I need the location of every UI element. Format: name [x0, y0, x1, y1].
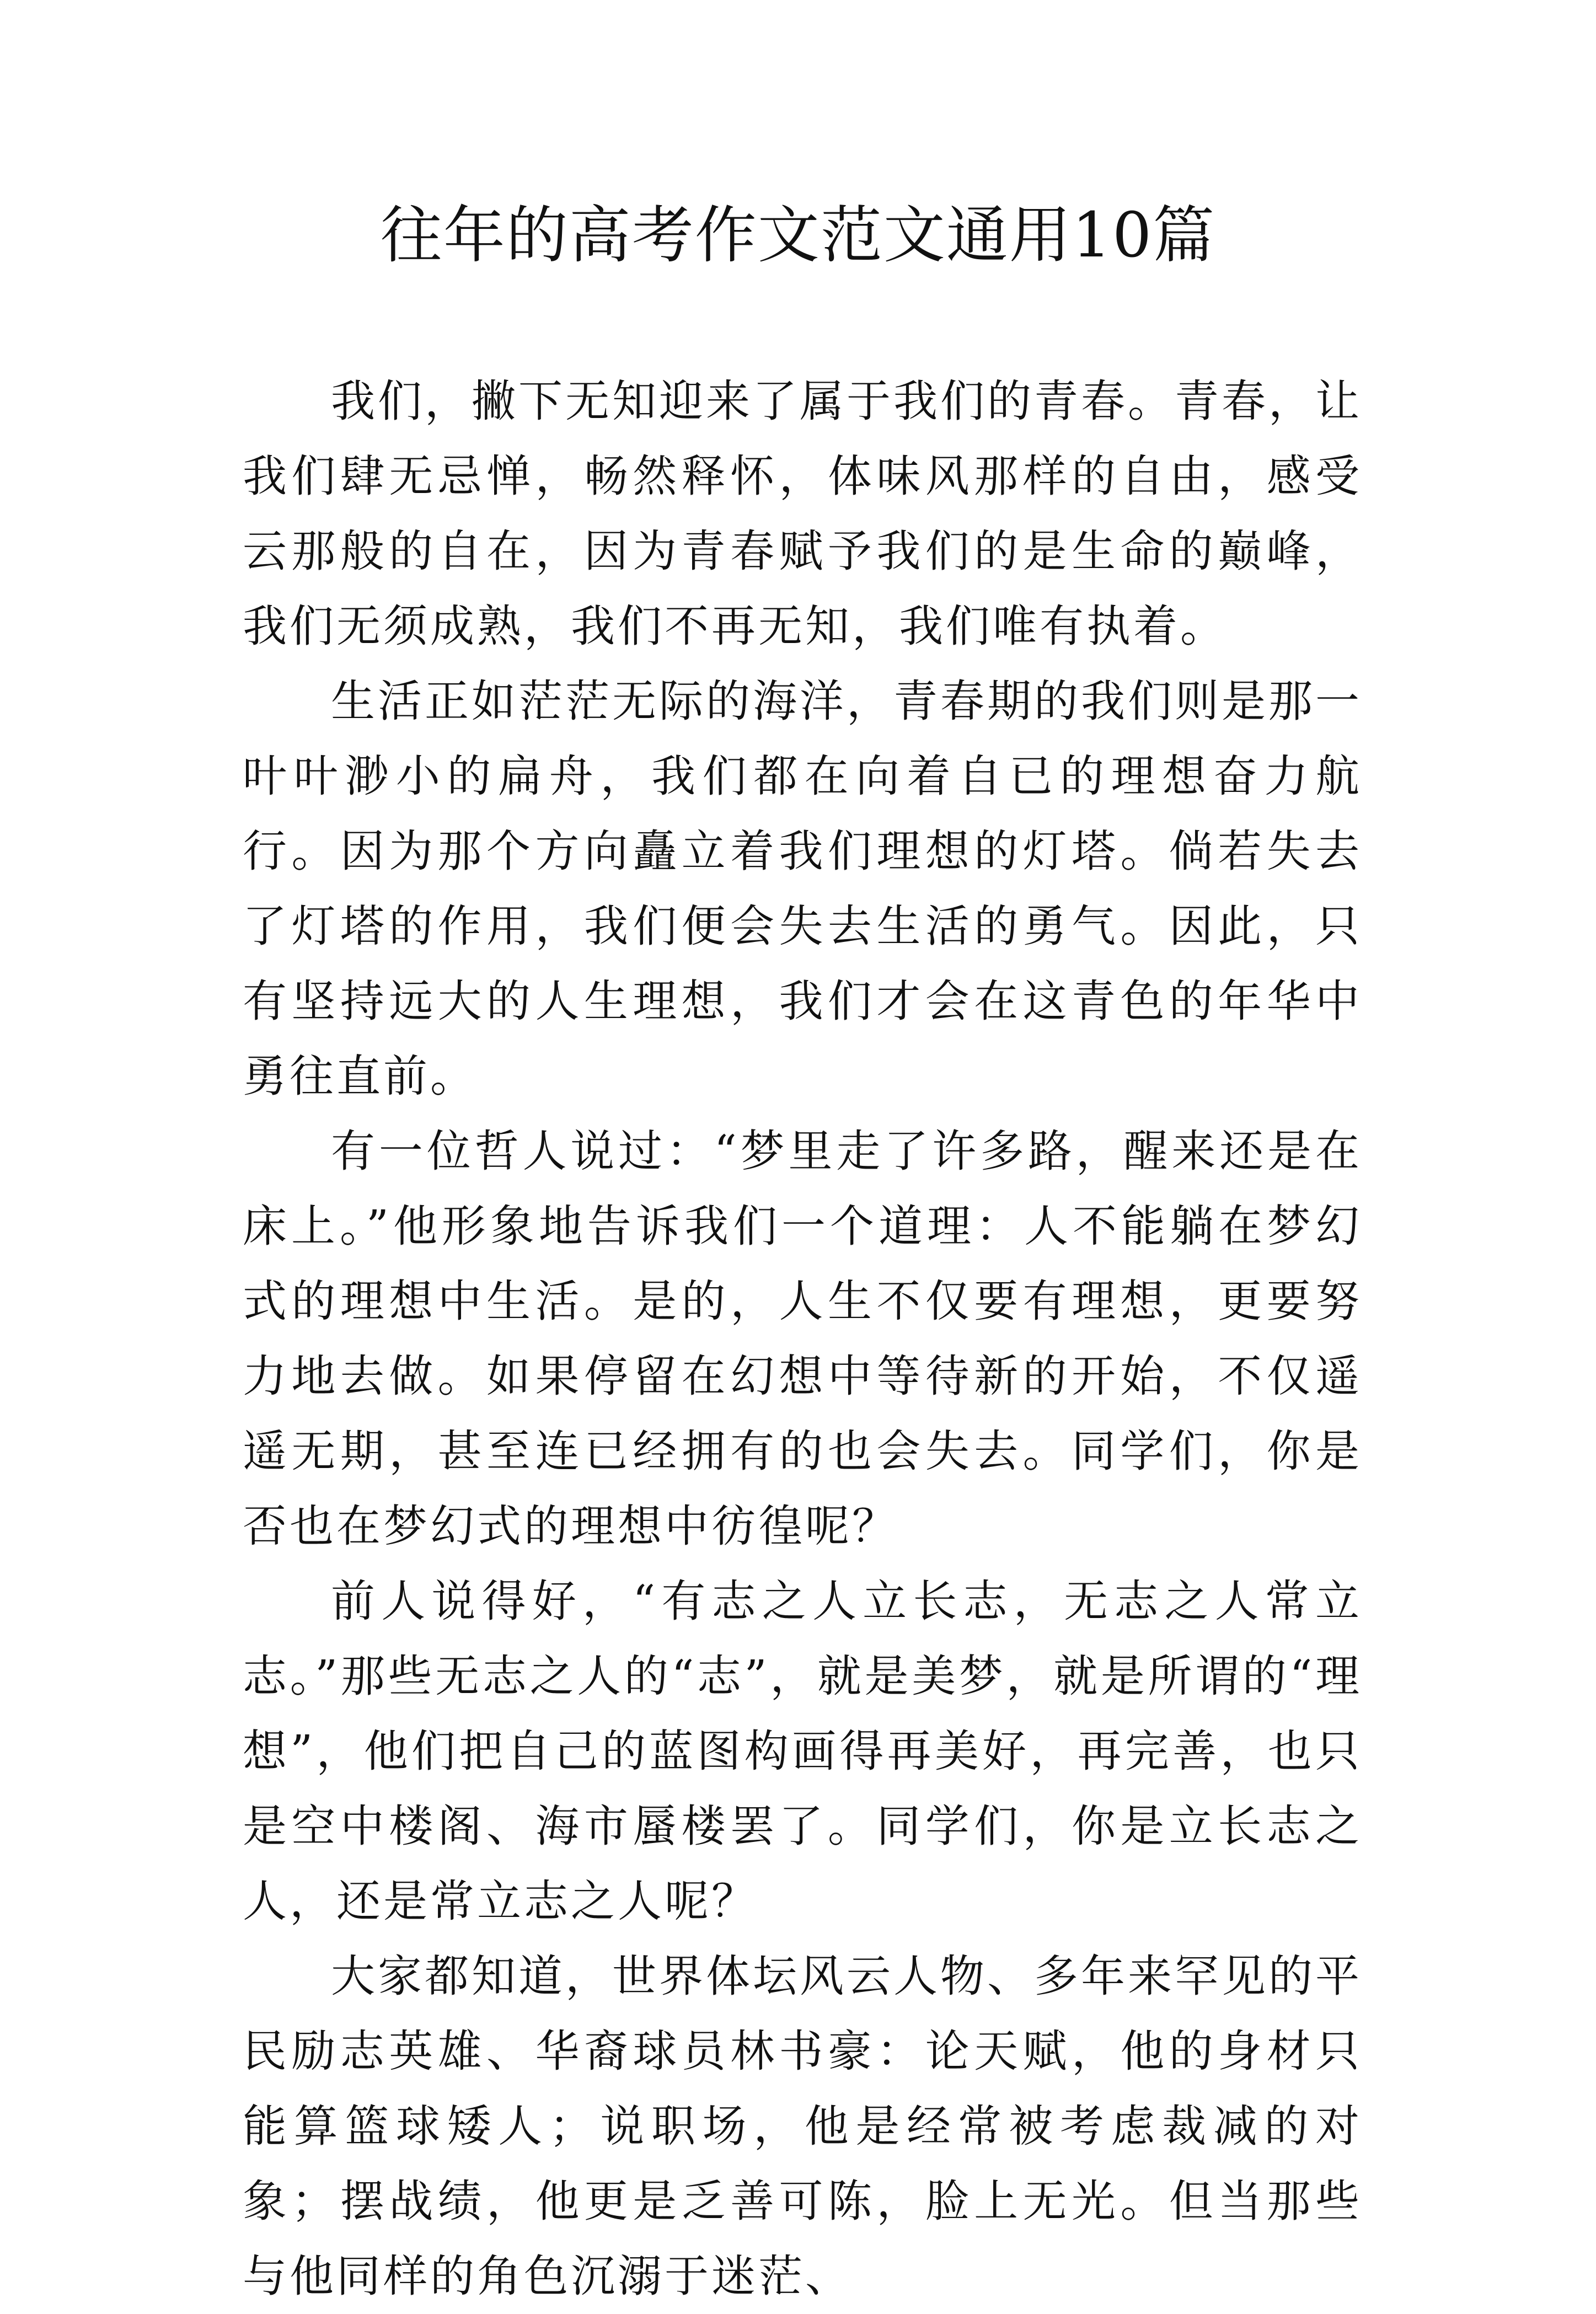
document-title: 往年的高考作文范文通用10篇 [380, 200, 1216, 271]
paragraph-3: 有一位哲人说过：“梦里走了许多路，醒来还是在床上。”他形象地告诉我们一个道理：人不能躺在梦幻式的理想中生活。是的，人生不仅要有理想，更要努力地去做。如果停留在幻想中等待新的开始，不仅遥遥无期，甚至连已经拥有的也会失去。同学们，你是否也在梦幻式的理想中彷徨呢？ [243, 1126, 1362, 1552]
paragraph-5: 大家都知道，世界体坛风云人物、多年来罕见的平民励志英雄、华裔球员林书豪：论天赋，他的身材只能算篮球矮人；说职场，他是经常被考虑裁减的对象；摆战绩，他更是乏善可陈，脸上无光。但当那些与他同样的角色沉溺于迷茫、 [243, 1951, 1362, 2302]
paragraph-1: 我们，撇下无知迎来了属于我们的青春。青春，让我们肆无忌惮，畅然释怀，体味风那样的自由，感受云那般的自在，因为青春赋予我们的是生命的巅峰，我们无须成熟，我们不再无知，我们唯有执着。 [243, 376, 1362, 652]
paragraph-4: 前人说得好，“有志之人立长志，无志之人常立志。”那些无志之人的“志”，就是美梦，就是所谓的“理想”，他们把自己的蓝图构画得再美好，再完善，也只是空中楼阁、海市蜃楼罢了。同学们，你是立长志之人，还是常立志之人呢？ [243, 1576, 1362, 1927]
paragraph-2: 生活正如茫茫无际的海洋，青春期的我们则是那一叶叶渺小的扁舟，我们都在向着自已的理想奋力航行。因为那个方向矗立着我们理想的灯塔。倘若失去了灯塔的作用，我们便会失去生活的勇气。因此，只有坚持远大的人生理想，我们才会在这青色的年华中勇往直前。 [243, 676, 1362, 1102]
document-body [243, 364, 1362, 2314]
